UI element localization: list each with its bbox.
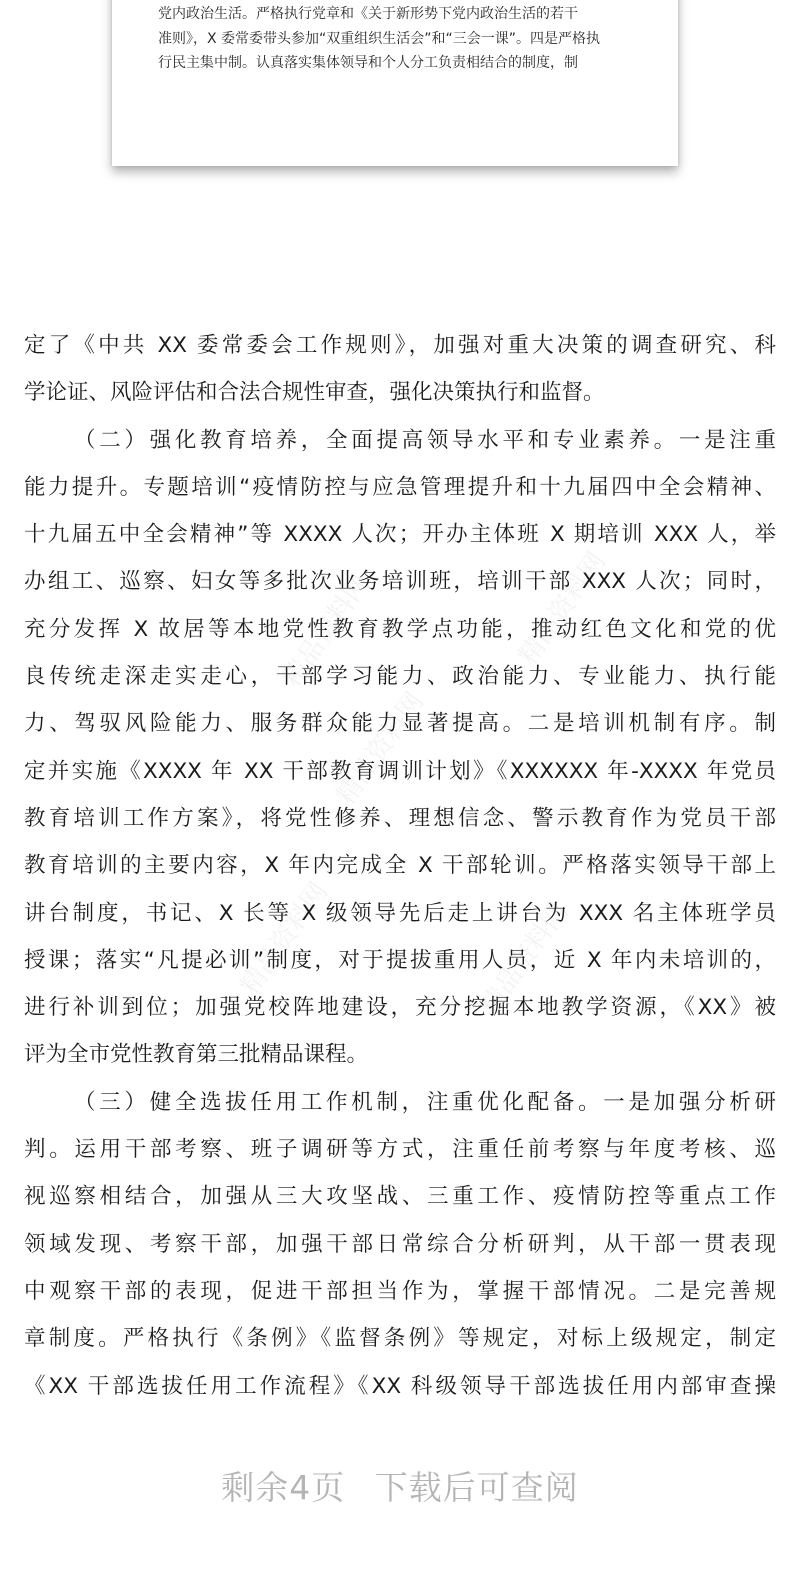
section-heading-line: （三）健全选拔任用工作机制，注重优化配备。一是加强分析研 [74,1089,776,1115]
text-line: 授课；落实“凡提必训”制度，对于提拔重用人员，近 X 年内未培训的， [24,947,776,973]
preview-line: 行民主集中制。认真落实集体领导和个人分工负责相结合的制度，制 [158,55,578,71]
text-line: 《XX 干部选拔任用工作流程》《XX 科级领导干部选拔任用内部审查操 [24,1373,776,1399]
text-line: 教育培训工作方案》，将党性修养、理想信念、警示教育作为党员干部 [24,805,776,831]
text-line: 十九届五中全会精神”等 XXXX 人次；开办主体班 X 期培训 XXX 人，举 [24,522,776,548]
watermark: 精品资料网 [512,546,613,671]
text-line: 定并实施《XXXX 年 XX 干部教育调训计划》《XXXXXX 年-XXXX 年党员 [24,758,776,784]
preview-text [158,2,638,76]
text-line: 定了《中共 XX 委常委会工作规则》，加强对重大决策的调查研究、科 [24,333,776,358]
document-body [24,322,776,1410]
download-hint-label: 下载后可查阅 [374,1468,579,1507]
preview-line: 党内政治生活。严格执行党章和《关于新形势下党内政治生活的若干 [158,6,578,22]
text-line: 良传统走深走实走心，干部学习能力、政治能力、专业能力、执行能 [24,664,776,690]
text-line: 视巡察相结合，加强从三大攻坚战、三重工作、疫情防控等重点工作 [24,1184,776,1210]
watermark: 精品资料网 [474,896,575,1021]
text-line: 进行补训到位；加强党校阵地建设，充分挖掘本地教学资源，《XX》被 [24,995,776,1021]
preview-line: 准则》，X 委常委带头参加“双重组织生活会”和“三会一课”。四是严格执 [158,30,601,47]
download-prompt[interactable] [0,1462,800,1509]
text-line: 力、驾驭风险能力、服务群众能力显著提高。二是培训机制有序。制 [24,711,776,737]
text-line: 能力提升。专题培训“疫情防控与应急管理提升和十九届四中全会精神、 [24,474,776,500]
text-line: 中观察干部的表现，促进干部担当作为，掌握干部情况。二是完善规 [24,1278,776,1304]
watermark: 精品资料网 [234,876,335,1001]
watermark: 精品资料网 [330,686,431,811]
text-line: 充分发挥 X 故居等本地党性教育教学点功能，推动红色文化和党的优 [24,616,776,642]
text-line: 领域发现、考察干部，加强干部日常综合分析研判，从干部一贯表现 [24,1231,776,1257]
previous-page-preview [112,0,678,166]
text-line: 章制度。严格执行《条例》《监督条例》等规定，对标上级规定，制定 [24,1326,776,1352]
text-line: 学论证、风险评估和合法合规性审查，强化决策执行和监督。 [24,380,605,406]
section-heading-line: （二）强化教育培养，全面提高领导水平和专业素养。一是注重 [74,427,776,453]
text-line: 讲台制度，书记、X 长等 X 级领导先后走上讲台为 XXX 名主体班学员 [24,900,776,926]
remaining-pages-label: 剩余4页 [221,1468,346,1507]
text-line: 评为全市党性教育第三批精品课程。 [24,1042,369,1068]
text-line: 教育培训的主要内容，X 年内完成全 X 干部轮训。严格落实领导干部上 [24,853,776,879]
watermark: 精品资料网 [276,568,377,693]
text-line: 判。运用干部考察、班子调研等方式，注重任前考察与年度考核、巡 [24,1137,776,1163]
text-line: 办组工、巡察、妇女等多批次业务培训班，培训干部 XXX 人次；同时， [24,569,776,595]
